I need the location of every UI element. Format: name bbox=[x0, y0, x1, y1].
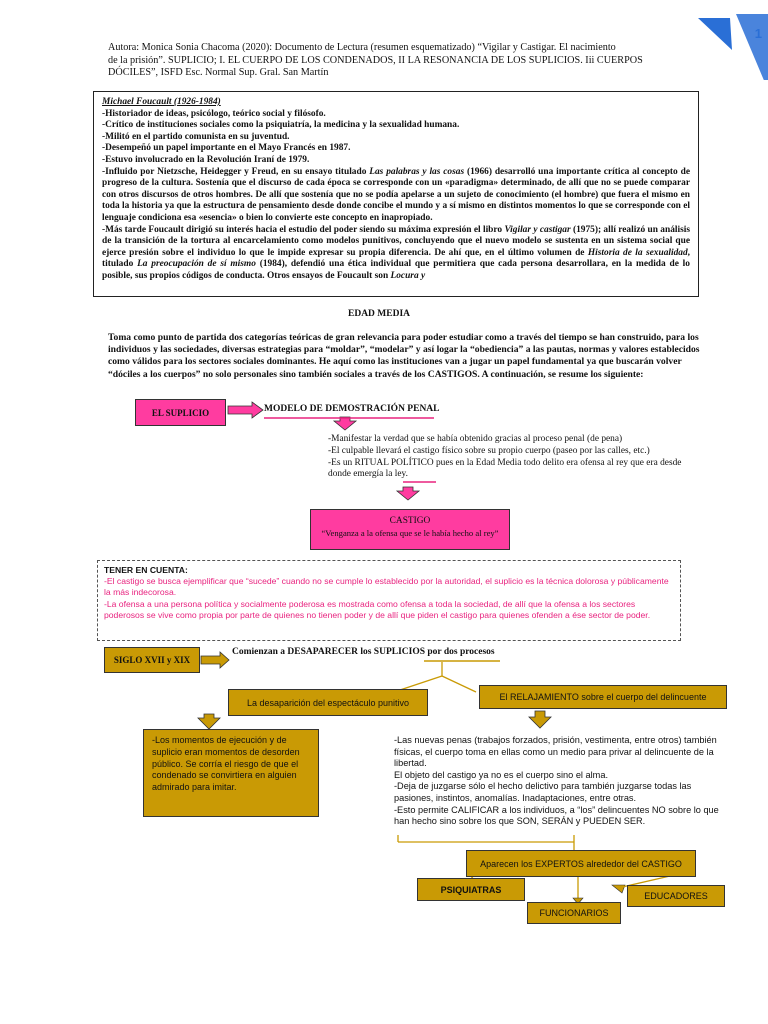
relajamiento-line: El objeto del castigo ya no es el cuerpo sino el alma. bbox=[394, 769, 608, 780]
tener-note: -El castigo se busca ejemplificar que “sucede” cuando no se cumple lo establecido por la autoridad, el suplicio es la técnica dolorosa y públicamente la más indecorosa. bbox=[104, 576, 669, 598]
list-item: -El culpable llevará el castigo físico sobre su propio cuerpo (paseo por las calles, etc.) bbox=[328, 445, 650, 456]
book-title: Vigilar y castigar bbox=[504, 224, 571, 235]
bio-item: -Historiador de ideas, psicólogo, teórico social y filósofo. bbox=[102, 108, 326, 119]
biography-title: Michael Foucault (1926-1984) bbox=[102, 97, 221, 107]
bio-item: -Desempeñó un papel importante en el Mayo Francés en 1987. bbox=[102, 143, 351, 154]
header-line-2: de la prisión”. SUPLICIO; I. EL CUERPO DE LOS CONDENADOS, II LA RESONANCIA DE LOS SUPLICIOS. Iii CUERPOS bbox=[108, 54, 643, 66]
book-title: Locura y bbox=[390, 270, 426, 281]
tener-note: -La ofensa a una persona política y socialmente poderosa es mostrada como ofensa a toda la sociedad, de allí que la ofensa a los sectores poderosos se vive como propia por parte de quienes no tienen poder y de allí que piden el castigo para quienes ofenden a ése sector de poder. bbox=[104, 598, 651, 620]
intro-paragraph: Toma como punto de partida dos categorías teóricas de gran relevancia para poder estudiar como a través del tiempo se han construido, para los individuos y las sociedades, diversas estrategias para “moldar”, “modelar” y así logar la “obediencia” a las pautas, normas y valores establecidos como válidos para los sectores sociales dominantes. He aquí como las instituciones van a jugar un papel fundamental ya que buscarán volver “dóciles a los cuerpos” no solo personales sino también sociales a través de los CASTIGOS. A continuación, se resume los siguiente: bbox=[108, 332, 700, 380]
bio-text: -Más tarde Foucault dirigió su interés hacia el estudio del poder siendo su máxima expresión el libro bbox=[102, 224, 505, 235]
expertos-box: Aparecen los EXPERTOS alrededor del CASTIGO bbox=[466, 850, 696, 877]
book-title: Las palabras y las cosas bbox=[369, 166, 465, 177]
bio-text: (1966) desarrolló una importante crítica al concepto de progreso de la cultura. Sostenía que el discurso de cada época se corresponde con un «paradigma» determinado, de allí que no se puede comparar con otros discursos de otros hombres. De allí que sostenía que no se podía apelarse a un sujeto de conocimiento (el hombre) que fuera el mismo en toda la historia ya que la estructura de pensamiento desde donde concibe el mundo y a sí mismo en distintos momentos lo que se corresponde con el lenguaje condiciona esa «esencia» o bien lo convierte este concepto en inapropiado. bbox=[102, 166, 690, 223]
bio-text: -Influido por Nietzsche, Heidegger y Freud, en su ensayo titulado bbox=[102, 166, 370, 177]
relajamiento-text bbox=[394, 735, 724, 828]
suplicio-list bbox=[328, 434, 700, 481]
page-number: 1 bbox=[754, 26, 762, 41]
castigo-title: CASTIGO bbox=[389, 516, 431, 526]
bio-text: , titulado bbox=[102, 247, 690, 270]
tener-en-cuenta-box bbox=[97, 560, 681, 641]
bio-item: -Estuvo involucrado en la Revolución Iraní de 1979. bbox=[102, 154, 310, 165]
desaparicion-box: La desaparición del espectáculo punitivo bbox=[228, 689, 428, 716]
castigo-box bbox=[310, 509, 510, 550]
momentos-box: -Los momentos de ejecución y de suplicio eran momentos de desorden público. Se corría el riesgo de que el condenado se convirtiera en alguien admirado para imitar. bbox=[143, 729, 319, 817]
relajamiento-line: -Deja de juzgarse sólo el hecho delictivo para también juzgarse todas las pasiones, instintos, anomalías. Inadaptaciones, entre otras. bbox=[394, 781, 692, 803]
castigo-subtitle: “Venganza a la ofensa que se le había hecho al rey” bbox=[321, 528, 499, 538]
tener-heading: TENER EN CUENTA: bbox=[104, 565, 188, 575]
educadores-box: EDUCADORES bbox=[627, 885, 725, 907]
modelo-label: MODELO DE DEMOSTRACIÓN PENAL bbox=[264, 404, 440, 414]
relajamiento-box: El RELAJAMIENTO sobre el cuerpo del delincuente bbox=[479, 685, 727, 709]
header-line-3: DÓCILES”, ISFD Esc. Normal Sup. Gral. San Martín bbox=[108, 67, 329, 79]
bio-item: -Militó en el partido comunista en su juventud. bbox=[102, 131, 290, 142]
book-title: Historia de la sexualidad bbox=[587, 247, 688, 258]
relajamiento-line: -Las nuevas penas (trabajos forzados, prisión, vestimenta, entre otros) también físicas, el cuerpo toma en ellas como un medio para privar al delincuente de la libertad. bbox=[394, 735, 717, 769]
book-title: La preocupación de sí mismo bbox=[137, 259, 256, 270]
header-line-1: Autora: Monica Sonia Chacoma (2020): Documento de Lectura (resumen esquematizado) “Vigilar y Castigar. El nacimiento bbox=[108, 42, 616, 53]
psiquiatras-box: PSIQUIATRAS bbox=[417, 878, 525, 901]
suplicio-box: EL SUPLICIO bbox=[135, 399, 226, 426]
bio-item: -Crítico de instituciones sociales como la psiquiatría, la medicina y la sexualidad humana. bbox=[102, 120, 460, 131]
comienzan-label: Comienzan a DESAPARECER los SUPLICIOS por dos procesos bbox=[232, 647, 495, 657]
relajamiento-line: -Esto permite CALIFICAR a los individuos, a “los” delincuentes NO sobre lo que han hecho sino sobre los que SON, SERÁN y PUEDEN SER. bbox=[394, 804, 719, 827]
list-item: -Es un RITUAL POLÍTICO pues en la Edad Media todo delito era ofensa al rey que era desde donde emergía la ley. bbox=[328, 457, 682, 480]
section-title: EDAD MEDIA bbox=[348, 309, 411, 319]
siglo-box: SIGLO XVII y XIX bbox=[104, 647, 200, 673]
funcionarios-box: FUNCIONARIOS bbox=[527, 902, 621, 924]
bio-text: (1975); allí realizó un análisis de la transición de la tortura al encarcelamiento como modelos punitivos, concluyendo que el nuevo modelo se sustenta en un sistema social que ejerce presión sobre el individuo lo que le impide expresar su propia diferencia. De ahí que, en el último volumen de bbox=[102, 224, 690, 258]
list-item: -Manifestar la verdad que se había obtenido gracias al proceso penal (de pena) bbox=[328, 434, 623, 444]
bio-text: (1984), defendió una ética individual que permitiera que cada persona desarrollara, en la medida de lo posible, sus propios códigos de conducta. Otros ensayos de Foucault son bbox=[102, 259, 690, 281]
